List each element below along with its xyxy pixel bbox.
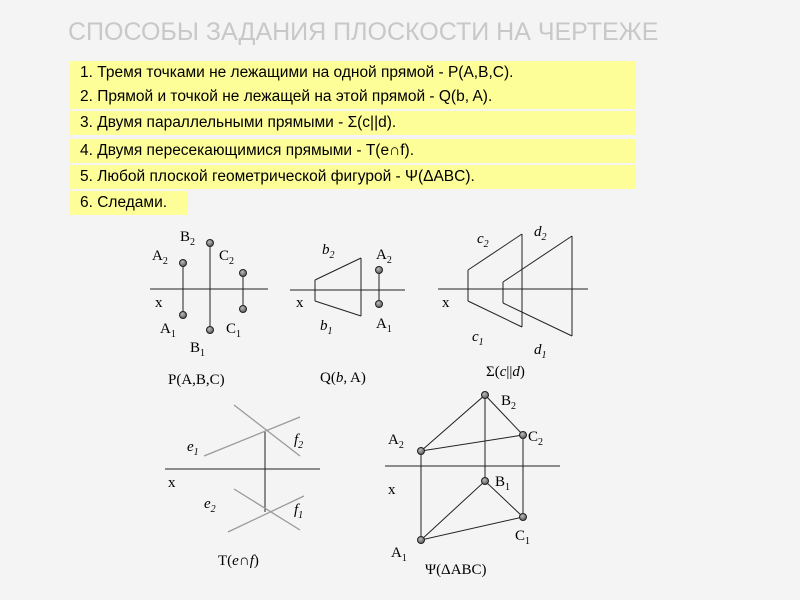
caption-t: T(e∩f) <box>218 553 259 569</box>
point-c1 <box>240 306 247 313</box>
label-x: x <box>168 475 176 491</box>
line-e2 <box>204 417 300 456</box>
label-f2: $f_2$ <box>294 432 304 451</box>
caption-p: P(A,B,C) <box>168 372 225 388</box>
diagram-triangle <box>385 392 560 544</box>
label-c2: $C_2$ <box>528 429 544 448</box>
label-x: x <box>155 295 163 311</box>
label-d1: $d_1$ <box>534 342 547 361</box>
point-c2 <box>520 432 527 439</box>
method-item-5: 5. Любой плоской геометрической фигурой - Ψ(ΔABC). <box>70 165 636 189</box>
label-b1: $B_1$ <box>495 474 511 493</box>
point-b2 <box>207 240 214 247</box>
label-f1: $f_1$ <box>294 502 304 521</box>
line-d2 <box>503 236 572 282</box>
line-c1 <box>468 301 522 327</box>
label-c2: $c_2$ <box>477 231 489 250</box>
label-a2: $A_2$ <box>152 248 168 267</box>
label-e1: $e_1$ <box>187 439 199 458</box>
point-b1 <box>207 327 214 334</box>
point-b1 <box>482 478 489 485</box>
label-b2: $b_2$ <box>322 242 335 261</box>
method-item-2: 2. Прямой и точкой не лежащей на этой прямой - Q(b, A). <box>70 85 636 109</box>
point-a2 <box>376 267 383 274</box>
label-a2: $A_2$ <box>388 432 404 451</box>
diagram-points <box>150 240 268 334</box>
slide-title: СПОСОБЫ ЗАДАНИЯ ПЛОСКОСТИ НА ЧЕРТЕЖЕ <box>68 18 659 46</box>
label-c1: $C_1$ <box>515 528 531 547</box>
label-e2: $e_2$ <box>204 496 216 515</box>
line-f1 <box>228 496 304 532</box>
label-a2: $A_2$ <box>376 247 392 266</box>
label-x: x <box>442 295 450 311</box>
method-item-6: 6. Следами. <box>70 191 188 215</box>
label-b2: $B_2$ <box>501 393 517 412</box>
line-f2 <box>234 405 300 456</box>
label-a1: $A_1$ <box>160 321 176 340</box>
point-c1 <box>520 514 527 521</box>
label-c1: $C_1$ <box>226 321 242 340</box>
method-item-4: 4. Двумя пересекающимися прямыми - T(e∩f). <box>70 139 636 163</box>
point-a2 <box>418 448 425 455</box>
label-d2: $d_2$ <box>534 224 547 243</box>
caption-psi: Ψ(ΔABC) <box>425 562 487 578</box>
line-b2 <box>315 258 361 280</box>
label-b1: $B_1$ <box>190 340 206 359</box>
point-a2 <box>180 260 187 267</box>
label-a1: $A_1$ <box>391 545 407 564</box>
point-a1 <box>376 301 383 308</box>
label-a1: $A_1$ <box>376 316 392 335</box>
label-b2: $B_2$ <box>180 229 196 248</box>
method-item-1: 1. Тремя точками не лежащими на одной прямой - P(A,B,C). <box>70 61 636 85</box>
point-c2 <box>240 270 247 277</box>
label-x: x <box>388 482 396 498</box>
diagram-line-point <box>290 258 405 316</box>
line-d1 <box>503 303 572 336</box>
point-b2 <box>482 392 489 399</box>
line-b1 <box>315 301 361 316</box>
label-b1: $b_1$ <box>320 318 333 337</box>
label-c1: $c_1$ <box>472 329 484 348</box>
caption-q: Q(b, A) <box>320 370 366 386</box>
point-a1 <box>418 537 425 544</box>
label-c2: $C_2$ <box>219 248 235 267</box>
caption-sigma: Σ(c||d) <box>486 364 525 380</box>
diagram-parallel-lines <box>438 234 588 336</box>
method-item-3: 3. Двумя параллельными прямыми - Σ(c||d). <box>70 111 636 135</box>
label-x: x <box>296 295 304 311</box>
point-a1 <box>180 312 187 319</box>
